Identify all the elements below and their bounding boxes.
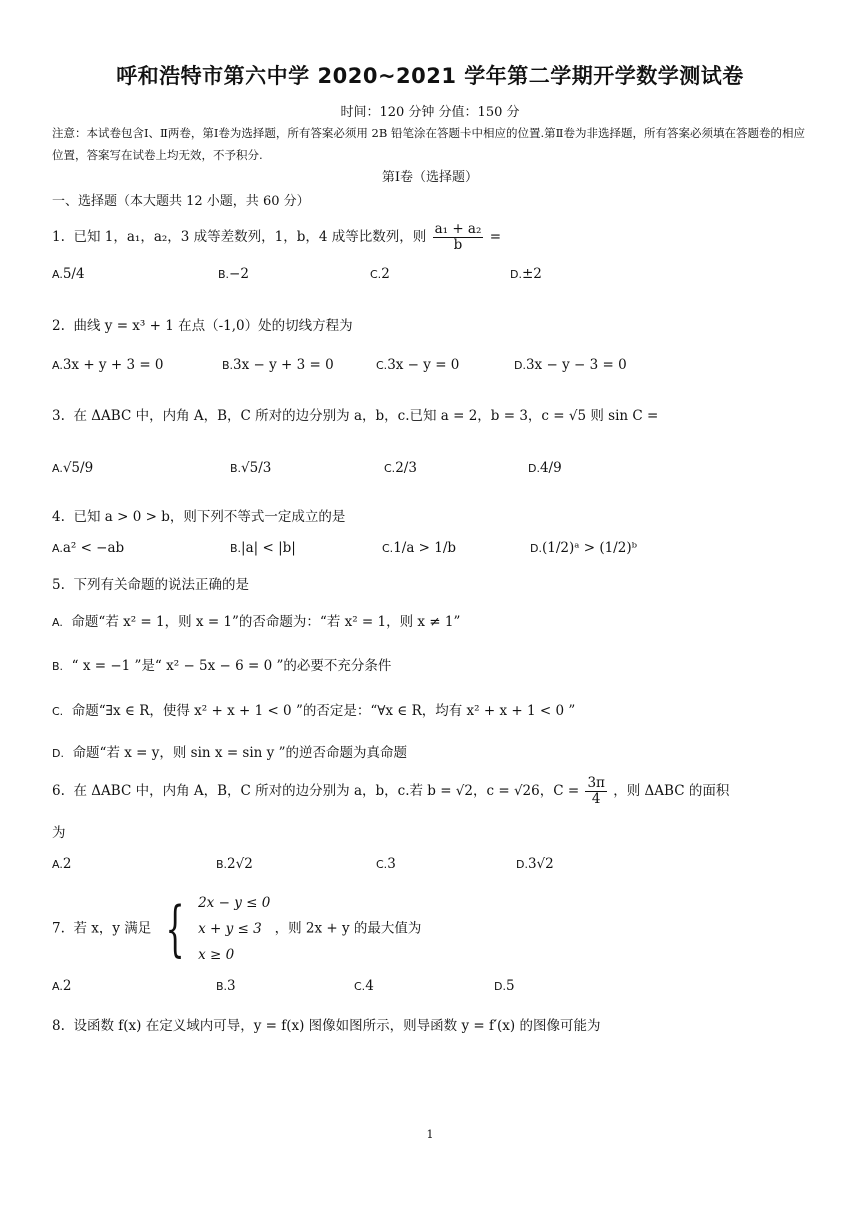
option-value: 2 <box>62 856 72 872</box>
fraction-numerator: 3π <box>587 775 605 791</box>
option-label: C. <box>382 542 394 555</box>
option-d[interactable] <box>494 978 515 994</box>
question-number: 3. <box>52 408 65 424</box>
option-label: D. <box>528 462 540 475</box>
option-value: 命题“若 x = y，则 sin x = sin y ”的逆否命题为真命题 <box>72 745 407 761</box>
question-number: 7. <box>52 920 65 937</box>
option-label: A. <box>52 359 63 372</box>
option-value: 5/4 <box>62 266 85 282</box>
option-value: 3x + y + 3 = 0 <box>62 357 164 373</box>
option-label: A. <box>52 268 63 281</box>
option-value: 3 <box>387 856 396 872</box>
section-title: 第Ⅰ卷（选择题） <box>381 170 479 185</box>
question-number: 1. <box>52 228 65 245</box>
option-value: √5/3 <box>241 460 272 476</box>
fraction-denominator: b <box>453 236 463 253</box>
option-value: 2√2 <box>227 856 253 872</box>
constraint: x ≥ 0 <box>198 947 235 963</box>
option-value: 2 <box>381 266 390 282</box>
option-label: C. <box>384 462 396 475</box>
option-label: B. <box>216 858 228 871</box>
option-value: 命题“若 x² = 1，则 x = 1”的否命题为：“若 x² = 1，则 x ≠ 1” <box>71 614 461 630</box>
question-tail: ，则 2x + y 的最大值为 <box>274 920 422 937</box>
question-number: 2. <box>52 318 65 334</box>
option-c[interactable] <box>376 357 459 373</box>
question-tail: = <box>489 228 502 245</box>
option-c[interactable] <box>376 856 396 872</box>
option-label: B. <box>52 660 64 673</box>
option-label: D. <box>530 542 542 555</box>
option-value: |a| < |b| <box>241 540 296 556</box>
question-number: 6. <box>52 782 65 799</box>
option-c[interactable] <box>354 978 374 994</box>
constraint: 2x − y ≤ 0 <box>198 895 271 911</box>
question-number: 4. <box>52 509 65 525</box>
question-tail: ，则 ΔABC 的面积 <box>613 782 730 799</box>
constraint-system <box>198 890 270 968</box>
option-label: C. <box>354 980 366 993</box>
fraction <box>433 222 484 253</box>
option-a[interactable] <box>52 856 71 872</box>
exam-subtitle: 时间：120 分钟 分值：150 分 <box>340 105 520 120</box>
option-value: “ x = −1 ”是“ x² − 5x − 6 = 0 ”的必要不充分条件 <box>71 658 392 674</box>
exam-notice: 注意：本试卷包含Ⅰ、Ⅱ两卷，第Ⅰ卷为选择题，所有答案必须用 2B 铅笔涂在答题卡中相应的位置.第Ⅱ卷为非选择题，所有答案必须填在答题卷的相应位置，答案写在试卷上均无效，不予积分. <box>52 126 805 162</box>
question-number: 8. <box>52 1018 65 1034</box>
option-label: A. <box>52 462 63 475</box>
option-a[interactable] <box>52 357 164 373</box>
option-value: 2/3 <box>395 460 417 476</box>
option-label: C. <box>370 268 382 281</box>
option-label: D. <box>516 858 528 871</box>
option-a[interactable] <box>52 610 460 630</box>
question-6-continued: 为 <box>52 825 66 841</box>
page-number: 1 <box>426 1128 434 1141</box>
option-label: C. <box>52 705 64 718</box>
option-b[interactable] <box>222 357 334 373</box>
option-label: A. <box>52 980 63 993</box>
option-label: C. <box>376 858 388 871</box>
fraction-denominator: 4 <box>591 790 601 807</box>
option-label: B. <box>216 980 228 993</box>
option-d[interactable] <box>528 460 562 476</box>
option-value: 命题“∃x ∈ R，使得 x² + x + 1 < 0 ”的否定是：“∀x ∈ R，均有 x² + x + 1 < 0 ” <box>71 703 576 719</box>
part-heading: 一、选择题（本大题共 12 小题，共 60 分） <box>52 194 310 209</box>
constraint: x + y ≤ 3 <box>198 921 262 937</box>
option-a[interactable] <box>52 266 85 282</box>
option-b[interactable] <box>230 460 271 476</box>
question-stem: 在 ΔABC 中，内角 A，B，C 所对的边分别为 a，b，c.已知 a = 2，b = 3，c = √5 则 sin C = <box>73 408 659 424</box>
question-5 <box>52 573 249 593</box>
option-a[interactable] <box>52 460 93 476</box>
option-b[interactable] <box>218 266 249 282</box>
question-stem: 已知 a > 0 > b，则下列不等式一定成立的是 <box>73 509 346 525</box>
option-label: D. <box>510 268 522 281</box>
question-stem: 设函数 f(x) 在定义域内可导，y = f(x) 图像如图所示，则导函数 y = f′(x) 的图像可能为 <box>73 1018 601 1034</box>
question-stem: 曲线 y = x³ + 1 在点（-1,0）处的切线方程为 <box>73 318 353 334</box>
option-b[interactable] <box>52 654 391 674</box>
option-d[interactable] <box>514 357 627 373</box>
option-c[interactable] <box>382 540 456 556</box>
fraction <box>585 776 606 807</box>
option-label: B. <box>218 268 230 281</box>
option-label: A. <box>52 858 63 871</box>
option-d[interactable] <box>530 540 637 556</box>
option-a[interactable] <box>52 540 124 556</box>
option-c[interactable] <box>370 266 390 282</box>
option-c[interactable] <box>52 699 575 719</box>
option-a[interactable] <box>52 978 71 994</box>
option-label: D. <box>52 747 64 760</box>
question-stem: 已知 1，a₁，a₂，3 成等差数列，1，b，4 成等比数列，则 <box>73 228 427 245</box>
option-c[interactable] <box>384 460 417 476</box>
question-7 <box>52 890 421 968</box>
option-value: 3x − y + 3 = 0 <box>233 357 334 373</box>
option-value: √5/9 <box>62 460 94 476</box>
option-value: 4 <box>365 978 374 994</box>
option-value: 3√2 <box>527 856 554 872</box>
option-b[interactable] <box>216 978 236 994</box>
option-value: 4/9 <box>539 460 562 476</box>
question-4 <box>52 505 345 525</box>
option-d[interactable] <box>516 856 554 872</box>
option-label: D. <box>494 980 506 993</box>
option-label: D. <box>514 359 526 372</box>
option-label: B. <box>230 542 242 555</box>
option-value: ±2 <box>521 266 542 282</box>
option-value: −2 <box>229 266 249 282</box>
option-label: A. <box>52 542 63 555</box>
question-stem: 若 x，y 满足 <box>73 920 152 937</box>
option-value: 3x − y − 3 = 0 <box>525 357 627 373</box>
option-label: A. <box>52 616 63 629</box>
option-value: 3x − y = 0 <box>387 357 460 373</box>
option-b[interactable] <box>216 856 253 872</box>
option-b[interactable] <box>230 540 296 556</box>
option-d[interactable] <box>510 266 542 282</box>
exam-title: 呼和浩特市第六中学 2020~2021 学年第二学期开学数学测试卷 <box>116 64 744 88</box>
left-brace: { <box>165 894 185 964</box>
question-1 <box>52 222 501 253</box>
option-value: a² < −ab <box>62 540 125 556</box>
question-stem: 在 ΔABC 中，内角 A，B，C 所对的边分别为 a，b，c.若 b = √2，c = √26，C = <box>73 782 580 799</box>
question-8 <box>52 1014 600 1034</box>
option-label: C. <box>376 359 388 372</box>
option-value: (1/2)ᵃ > (1/2)ᵇ <box>541 540 637 556</box>
question-number: 5. <box>52 577 65 593</box>
option-label: B. <box>230 462 242 475</box>
option-value: 1/a > 1/b <box>393 540 457 556</box>
option-value: 3 <box>227 978 236 994</box>
question-6 <box>52 776 729 807</box>
option-value: 5 <box>505 978 515 994</box>
option-value: 2 <box>62 978 72 994</box>
question-stem: 下列有关命题的说法正确的是 <box>73 577 249 593</box>
option-label: B. <box>222 359 234 372</box>
fraction-numerator: a₁ + a₂ <box>434 221 482 237</box>
option-d[interactable] <box>52 741 407 761</box>
question-2 <box>52 314 353 334</box>
question-3 <box>52 404 658 424</box>
